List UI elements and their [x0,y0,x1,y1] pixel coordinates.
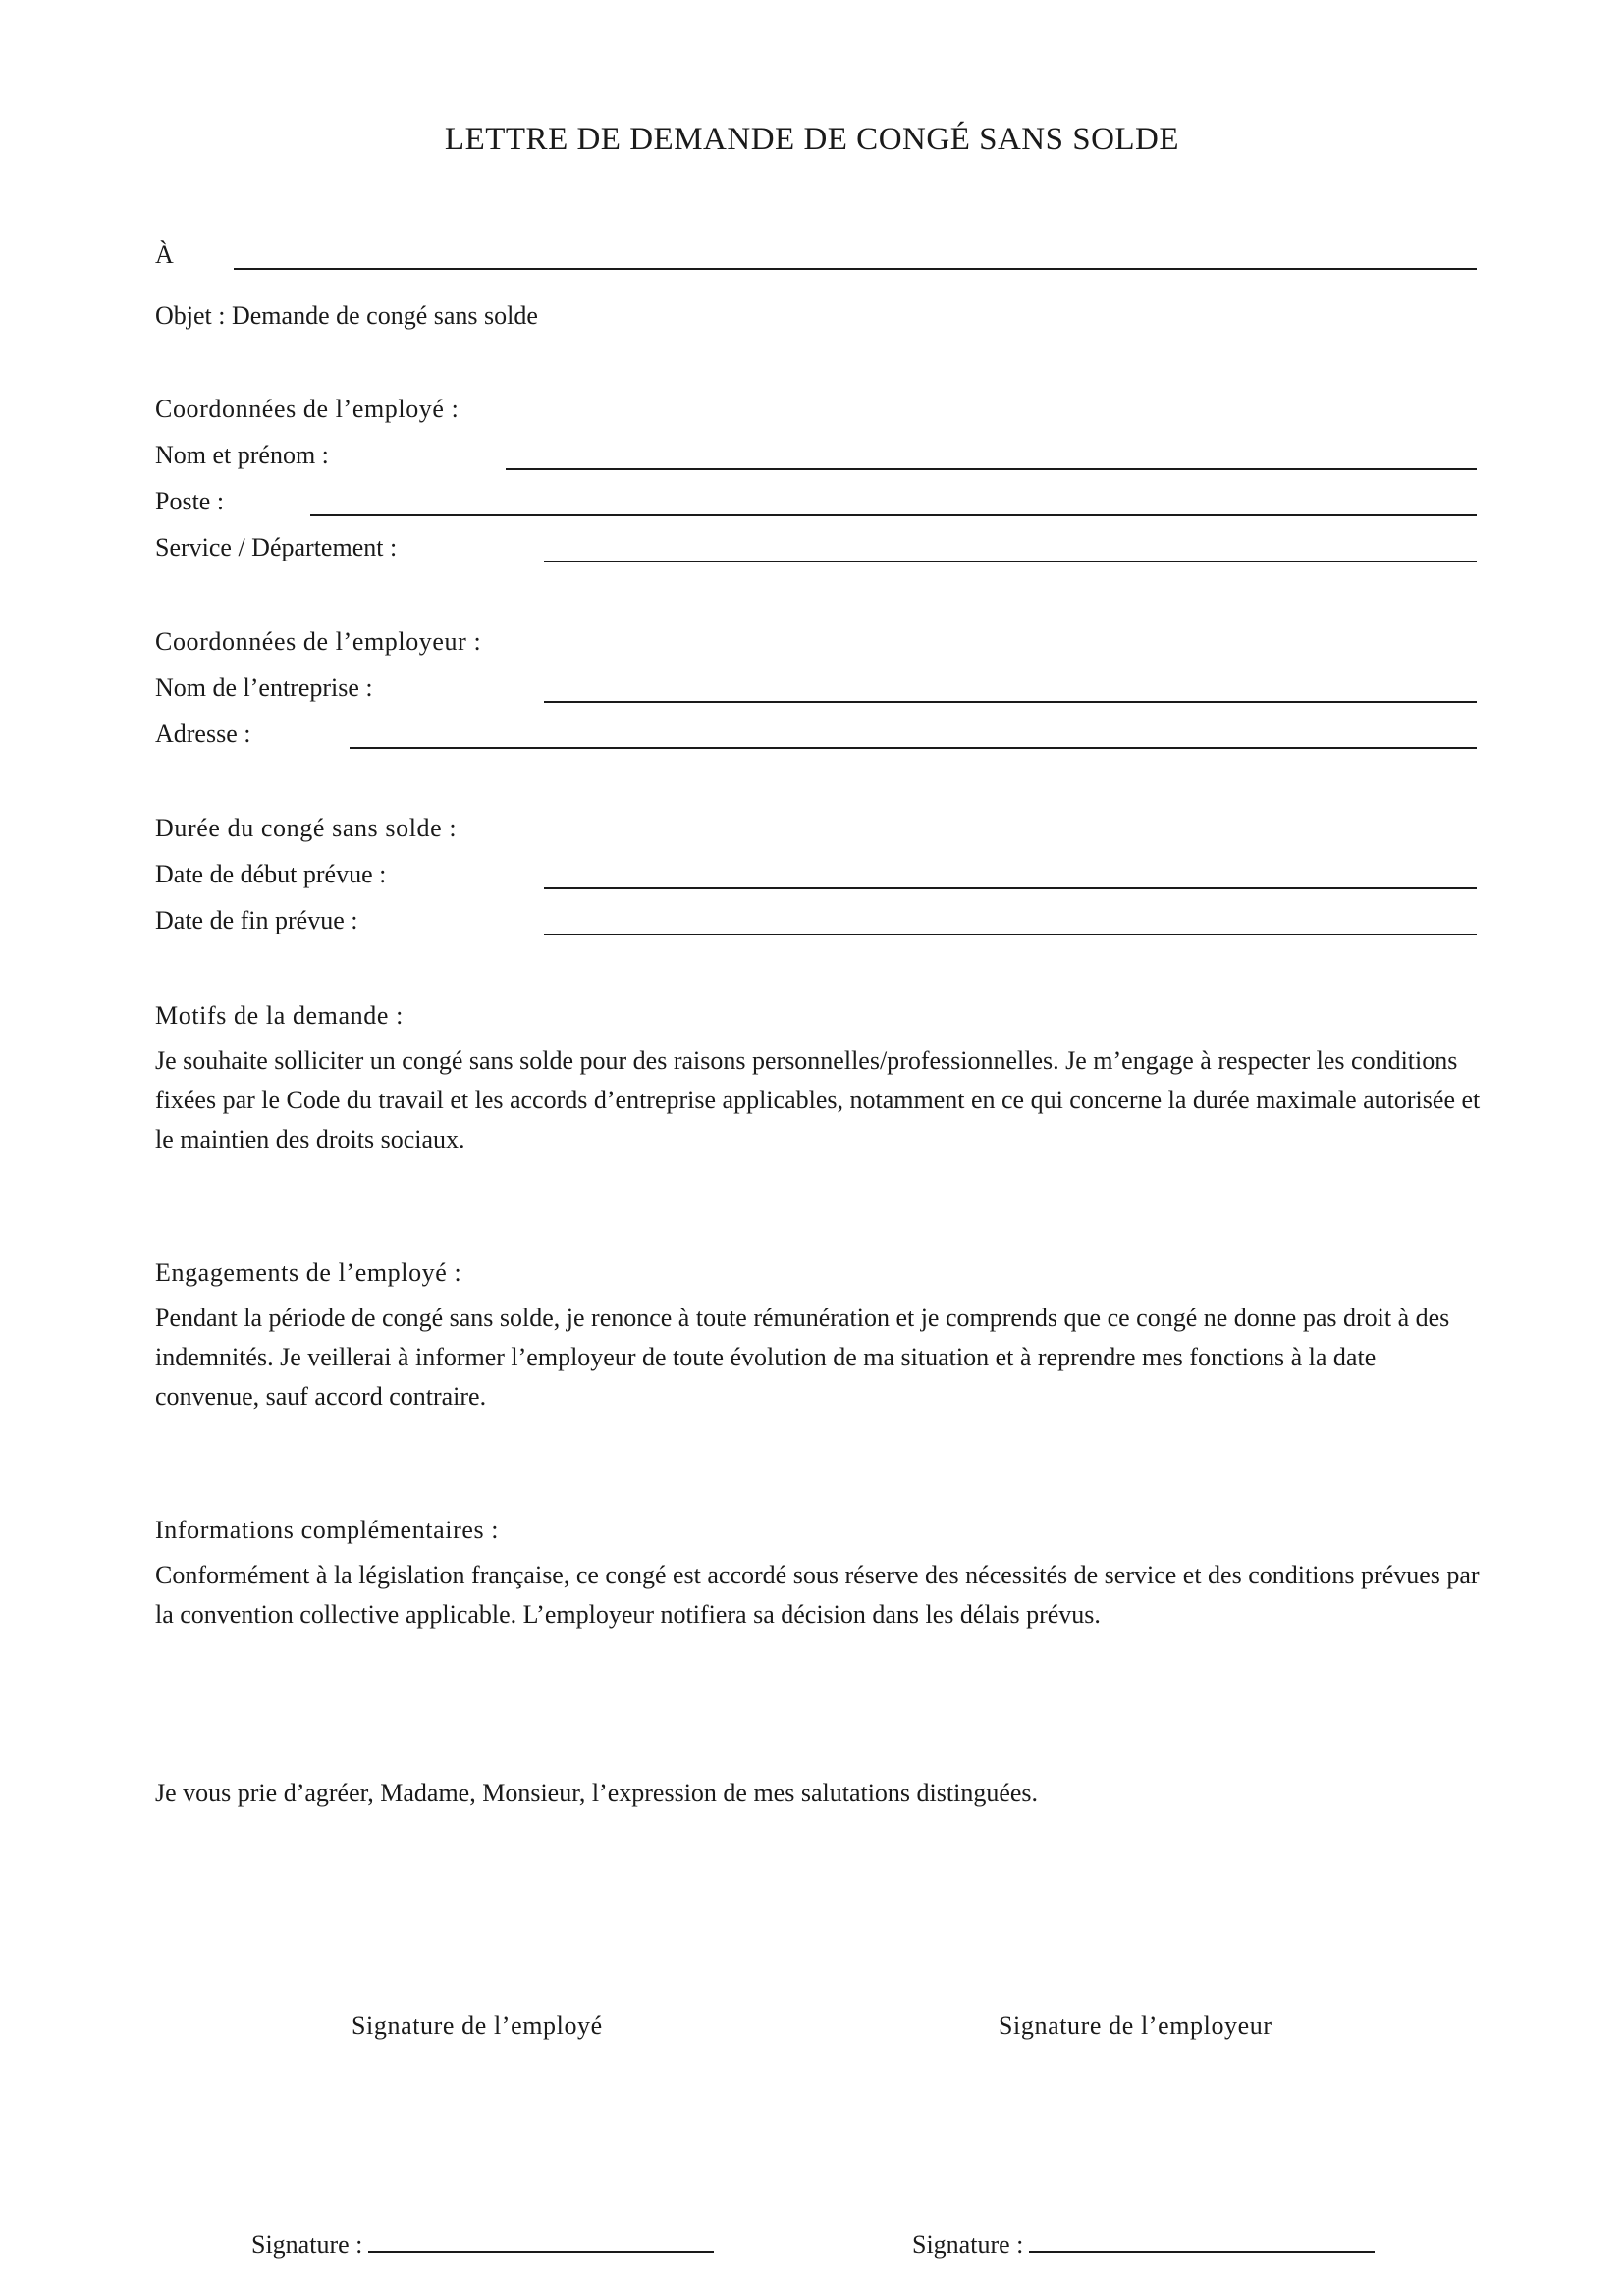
employee-name-label: Nom et prénom : [155,441,329,469]
additional-section-heading: Informations complémentaires : [155,1516,500,1544]
closing-line: Je vous prie d’agréer, Madame, Monsieur, l’expression de mes salutations distinguées. [155,1779,1039,1807]
employee-department-field[interactable] [544,561,1477,562]
employer-section-heading: Coordonnées de l’employeur : [155,627,482,656]
employee-position-label: Poste : [155,487,225,515]
employee-section-heading: Coordonnées de l’employé : [155,395,460,423]
start-date-label: Date de début prévue : [155,860,387,888]
commitments-paragraph: Pendant la période de congé sans solde, je renonce à toute rémunération et je comprends que ce congé ne donne pas droit à des indemnités. Je veillerai à informer l’employeur de toute évolution de ma situation et à reprendre mes fonctions à la date convenue, sauf accord contraire. [155,1304,1450,1411]
employer-company-field[interactable] [544,701,1477,703]
object-line: Objet : Demande de congé sans solde [155,301,538,330]
employer-signature-label: Signature : [912,2230,1024,2259]
duration-section-heading: Durée du congé sans solde : [155,814,458,842]
employee-position-field[interactable] [310,514,1477,516]
end-date-field[interactable] [544,934,1477,935]
end-date-row [155,906,1624,939]
employee-signature-heading: Signature de l’employé [352,2011,603,2040]
recipient-field[interactable] [234,268,1477,270]
employee-signature-line [251,2230,714,2260]
employee-signature-field[interactable] [368,2231,714,2253]
reasons-section-heading: Motifs de la demande : [155,1001,404,1030]
employer-company-row [155,673,1624,707]
employer-signature-heading: Signature de l’employeur [999,2011,1272,2040]
employer-address-field[interactable] [350,747,1477,749]
employer-company-label: Nom de l’entreprise : [155,673,373,702]
employer-address-row [155,720,1624,753]
reasons-paragraph: Je souhaite solliciter un congé sans solde pour des raisons personnelles/professionnelles. Je m’engage à respecter les conditions fixées par le Code du travail et les accords d’entreprise applicables, notamment en ce qui concerne la durée maximale autorisée et le maintien des droits sociaux. [155,1046,1481,1153]
employee-name-field[interactable] [506,468,1477,470]
employee-position-row [155,487,1624,520]
employee-signature-label: Signature : [251,2230,363,2259]
employer-signature-field[interactable] [1029,2231,1375,2253]
employer-address-label: Adresse : [155,720,251,748]
employee-department-row [155,533,1624,566]
commitments-section-heading: Engagements de l’employé : [155,1258,462,1287]
employee-name-row [155,441,1624,474]
end-date-label: Date de fin prévue : [155,906,358,934]
recipient-label: À [155,240,174,269]
start-date-row [155,860,1624,893]
page-title: LETTRE DE DEMANDE DE CONGÉ SANS SOLDE [444,122,1180,157]
additional-paragraph: Conformément à la législation française, ce congé est accordé sous réserve des nécessités de service et des conditions prévues par la convention collective applicable. L’employeur notifiera sa décision dans les délais prévus. [155,1561,1480,1629]
start-date-field[interactable] [544,887,1477,889]
employer-signature-line [912,2230,1375,2260]
recipient-row [155,240,1624,274]
employee-department-label: Service / Département : [155,533,398,561]
